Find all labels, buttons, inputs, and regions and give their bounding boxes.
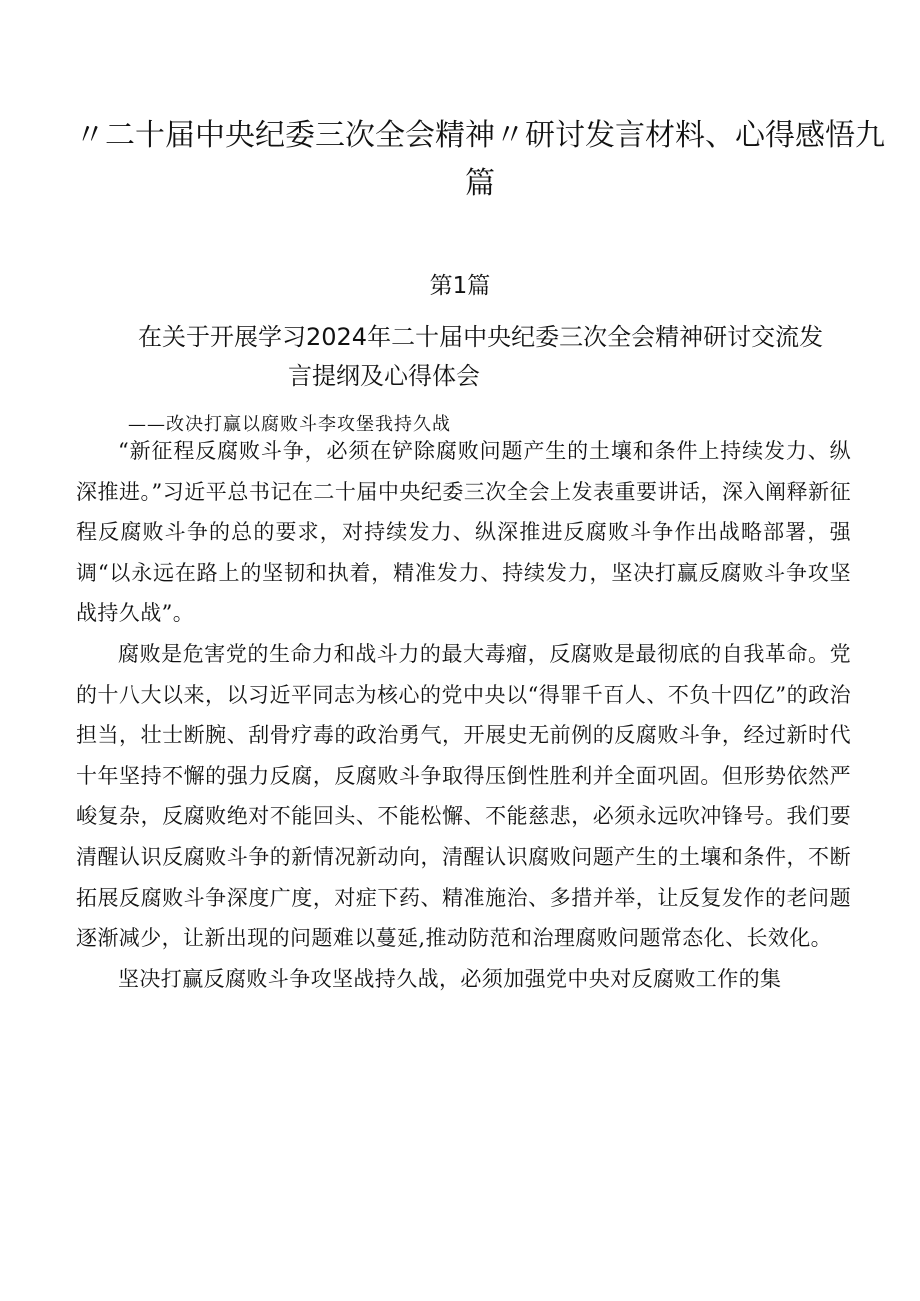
article-heading: [120, 318, 860, 396]
body-paragraph: 腐败是危害党的生命力和战斗力的最大毒瘤，反腐败是最彻底的自我革命。党的十八大以来，以习近平同志为核心的党中央以“得罪千百人、不负十四亿”的政治担当，壮士断腕、刮骨疗毒的政治勇气，开展史无前例的反腐败斗争，经过新时代十年坚持不懈的强力反腐，反腐败斗争取得压倒性胜利并全面巩固。但形势依然严峻复杂，反腐败绝对不能回头、不能松懈、不能慈悲，必须永远吹冲锋号。我们要清醒认识反腐败斗争的新情况新动向，清醒认识腐败问题产生的土壤和条件，不断拓展反腐败斗争深度广度，对症下药、精准施治、多措并举，让反复发作的老问题逐渐减少，让新出现的问题难以蔓延,推动防范和治理腐败问题常态化、长效化。: [76, 641, 851, 951]
article-heading-line-1: 在关于开展学习2024年二十届中央纪委三次全会精神研讨交流发: [138, 323, 824, 351]
document-title: 〃二十届中央纪委三次全会精神〃研讨发言材料、心得感悟九篇: [75, 118, 885, 201]
article-body: [76, 431, 851, 999]
article-heading-line-2: 言提纲及心得体会: [288, 362, 480, 390]
article-subtitle: ——改决打赢以腐败斗李攻堡我持久战: [128, 414, 451, 435]
body-paragraph: 坚决打赢反腐败斗争攻坚战持久战，必须加强党中央对反腐败工作的集: [118, 966, 782, 991]
body-paragraph: “新征程反腐败斗争，必须在铲除腐败问题产生的土壤和条件上持续发力、纵深推进。”习近平总书记在二十届中央纪委三次全会上发表重要讲话，深入阐释新征程反腐败斗争的总的要求，对持续发力、纵深推进反腐败斗争作出战略部署，强调“以永远在路上的坚韧和执着，精准发力、持续发力，坚决打赢反腐败斗争攻坚战持久战”。: [76, 439, 851, 626]
section-label: 第1篇: [429, 273, 491, 299]
